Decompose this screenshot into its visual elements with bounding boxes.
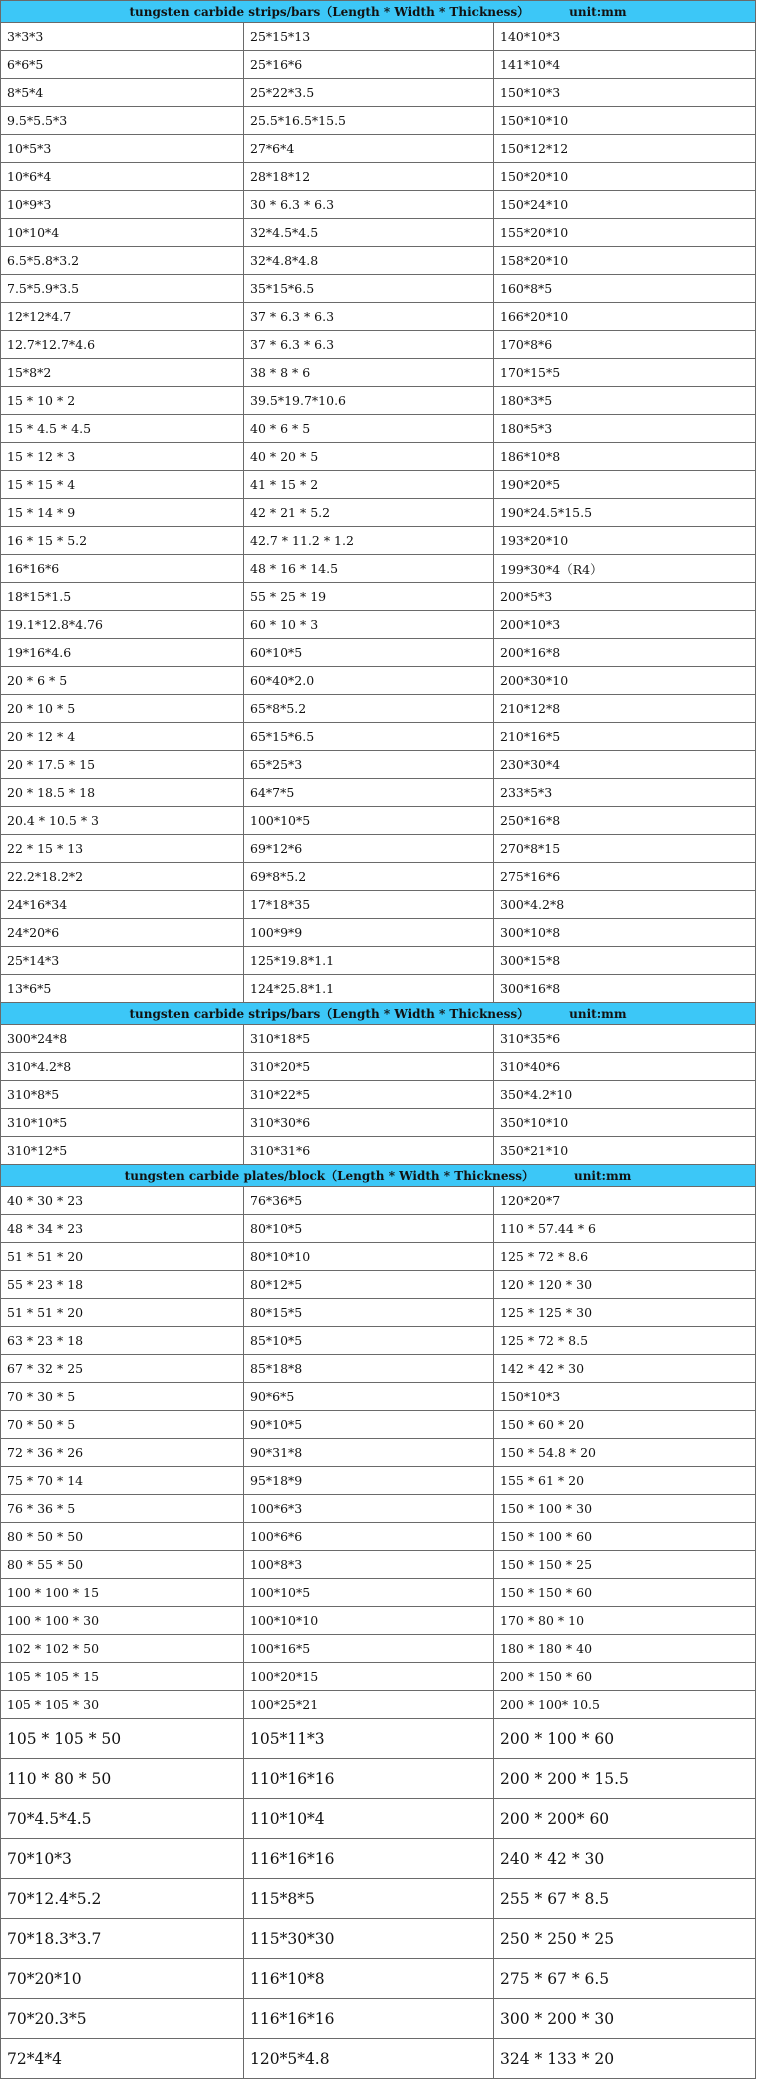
size-cell: 102 * 102 * 50 <box>1 1635 244 1663</box>
size-cell: 300 * 200 * 30 <box>494 1999 756 2039</box>
table-row <box>1 779 756 807</box>
size-cell: 110*10*4 <box>244 1799 494 1839</box>
size-cell: 90*10*5 <box>244 1411 494 1439</box>
table-row <box>1 303 756 331</box>
size-cell: 124*25.8*1.1 <box>244 975 494 1003</box>
table-row <box>1 555 756 583</box>
size-cell: 100*6*6 <box>244 1523 494 1551</box>
size-cell: 55 * 23 * 18 <box>1 1271 244 1299</box>
size-cell: 10*5*3 <box>1 135 244 163</box>
size-cell: 120 * 120 * 30 <box>494 1271 756 1299</box>
size-cell: 25.5*16.5*15.5 <box>244 107 494 135</box>
table-row <box>1 695 756 723</box>
size-cell: 40 * 6 * 5 <box>244 415 494 443</box>
size-cell: 275*16*6 <box>494 863 756 891</box>
size-cell: 180 * 180 * 40 <box>494 1635 756 1663</box>
table-row <box>1 135 756 163</box>
size-cell: 37 * 6.3 * 6.3 <box>244 331 494 359</box>
size-cell: 85*10*5 <box>244 1327 494 1355</box>
table-row <box>1 1439 756 1467</box>
size-cell: 210*16*5 <box>494 723 756 751</box>
size-cell: 72 * 36 * 26 <box>1 1439 244 1467</box>
size-cell: 105*11*3 <box>244 1719 494 1759</box>
size-cell: 80*10*5 <box>244 1215 494 1243</box>
table-row <box>1 891 756 919</box>
size-cell: 90*6*5 <box>244 1383 494 1411</box>
size-cell: 8*5*4 <box>1 79 244 107</box>
table-row <box>1 1799 756 1839</box>
size-cell: 80 * 50 * 50 <box>1 1523 244 1551</box>
table-row <box>1 1081 756 1109</box>
size-cell: 300*4.2*8 <box>494 891 756 919</box>
section-header <box>1 1165 756 1187</box>
size-cell: 200 * 100 * 60 <box>494 1719 756 1759</box>
section-title: tungsten carbide strips/bars（Length * Width * Thickness） <box>129 5 530 19</box>
size-cell: 60 * 10 * 3 <box>244 611 494 639</box>
size-cell: 100 * 100 * 30 <box>1 1607 244 1635</box>
size-cell: 100 * 100 * 15 <box>1 1579 244 1607</box>
size-cell: 310*31*6 <box>244 1137 494 1165</box>
size-cell: 125*19.8*1.1 <box>244 947 494 975</box>
size-cell: 310*8*5 <box>1 1081 244 1109</box>
size-cell: 20 * 6 * 5 <box>1 667 244 695</box>
size-cell: 42.7 * 11.2 * 1.2 <box>244 527 494 555</box>
table-row <box>1 51 756 79</box>
size-cell: 65*25*3 <box>244 751 494 779</box>
size-cell: 35*15*6.5 <box>244 275 494 303</box>
size-cell: 125 * 125 * 30 <box>494 1299 756 1327</box>
size-cell: 69*12*6 <box>244 835 494 863</box>
size-cell: 199*30*4（R4） <box>494 555 756 583</box>
section-title: tungsten carbide plates/block（Length * Width * Thickness） <box>124 1169 534 1183</box>
size-cell: 20.4 * 10.5 * 3 <box>1 807 244 835</box>
size-cell: 32*4.5*4.5 <box>244 219 494 247</box>
size-cell: 350*4.2*10 <box>494 1081 756 1109</box>
table-row <box>1 975 756 1003</box>
size-cell: 51 * 51 * 20 <box>1 1243 244 1271</box>
size-cell: 70 * 30 * 5 <box>1 1383 244 1411</box>
section-header-cell <box>1 1 756 23</box>
table-row <box>1 807 756 835</box>
size-cell: 85*18*8 <box>244 1355 494 1383</box>
table-row <box>1 723 756 751</box>
size-cell: 28*18*12 <box>244 163 494 191</box>
size-cell: 9.5*5.5*3 <box>1 107 244 135</box>
size-cell: 3*3*3 <box>1 23 244 51</box>
size-cell: 22 * 15 * 13 <box>1 835 244 863</box>
size-cell: 105 * 105 * 15 <box>1 1663 244 1691</box>
size-cell: 120*20*7 <box>494 1187 756 1215</box>
size-cell: 310*30*6 <box>244 1109 494 1137</box>
size-cell: 100*10*10 <box>244 1607 494 1635</box>
size-cell: 20 * 18.5 * 18 <box>1 779 244 807</box>
size-cell: 80*12*5 <box>244 1271 494 1299</box>
table-row <box>1 415 756 443</box>
size-cell: 22.2*18.2*2 <box>1 863 244 891</box>
size-cell: 100*8*3 <box>244 1551 494 1579</box>
size-cell: 37 * 6.3 * 6.3 <box>244 303 494 331</box>
size-cell: 100*6*3 <box>244 1495 494 1523</box>
size-cell: 100*20*15 <box>244 1663 494 1691</box>
table-row <box>1 79 756 107</box>
size-cell: 60*40*2.0 <box>244 667 494 695</box>
size-cell: 70 * 50 * 5 <box>1 1411 244 1439</box>
size-cell: 20 * 12 * 4 <box>1 723 244 751</box>
size-cell: 110 * 80 * 50 <box>1 1759 244 1799</box>
size-cell: 193*20*10 <box>494 527 756 555</box>
table-row <box>1 1523 756 1551</box>
size-cell: 67 * 32 * 25 <box>1 1355 244 1383</box>
size-cell: 180*5*3 <box>494 415 756 443</box>
size-cell: 250 * 250 * 25 <box>494 1919 756 1959</box>
size-cell: 200 * 200 * 15.5 <box>494 1759 756 1799</box>
size-cell: 190*24.5*15.5 <box>494 499 756 527</box>
size-cell: 310*40*6 <box>494 1053 756 1081</box>
size-cell: 70*20.3*5 <box>1 1999 244 2039</box>
table-row <box>1 751 756 779</box>
size-cell: 270*8*15 <box>494 835 756 863</box>
table-row <box>1 2039 756 2079</box>
size-cell: 95*18*9 <box>244 1467 494 1495</box>
size-cell: 42 * 21 * 5.2 <box>244 499 494 527</box>
size-cell: 75 * 70 * 14 <box>1 1467 244 1495</box>
table-row <box>1 1959 756 1999</box>
table-row <box>1 863 756 891</box>
size-cell: 150 * 150 * 60 <box>494 1579 756 1607</box>
size-cell: 16 * 15 * 5.2 <box>1 527 244 555</box>
size-cell: 20 * 17.5 * 15 <box>1 751 244 779</box>
section-header-cell <box>1 1003 756 1025</box>
table-row <box>1 1383 756 1411</box>
size-cell: 55 * 25 * 19 <box>244 583 494 611</box>
size-cell: 15 * 15 * 4 <box>1 471 244 499</box>
table-row <box>1 1411 756 1439</box>
size-cell: 324 * 133 * 20 <box>494 2039 756 2079</box>
size-cell: 150 * 60 * 20 <box>494 1411 756 1439</box>
section-unit: unit:mm <box>569 5 627 19</box>
size-cell: 48 * 16 * 14.5 <box>244 555 494 583</box>
size-cell: 6*6*5 <box>1 51 244 79</box>
size-cell: 310*10*5 <box>1 1109 244 1137</box>
size-cell: 150 * 100 * 30 <box>494 1495 756 1523</box>
size-cell: 15 * 4.5 * 4.5 <box>1 415 244 443</box>
size-cell: 233*5*3 <box>494 779 756 807</box>
table-row <box>1 835 756 863</box>
size-cell: 255 * 67 * 8.5 <box>494 1879 756 1919</box>
size-cell: 210*12*8 <box>494 695 756 723</box>
size-cell: 80*15*5 <box>244 1299 494 1327</box>
table-row <box>1 1355 756 1383</box>
size-cell: 310*22*5 <box>244 1081 494 1109</box>
size-cell: 310*4.2*8 <box>1 1053 244 1081</box>
size-cell: 76 * 36 * 5 <box>1 1495 244 1523</box>
size-cell: 186*10*8 <box>494 443 756 471</box>
size-cell: 310*12*5 <box>1 1137 244 1165</box>
size-cell: 15*8*2 <box>1 359 244 387</box>
size-cell: 150 * 54.8 * 20 <box>494 1439 756 1467</box>
size-cell: 10*6*4 <box>1 163 244 191</box>
size-cell: 116*10*8 <box>244 1959 494 1999</box>
table-row <box>1 1879 756 1919</box>
size-cell: 51 * 51 * 20 <box>1 1299 244 1327</box>
table-row <box>1 667 756 695</box>
table-row <box>1 1215 756 1243</box>
size-cell: 150*10*10 <box>494 107 756 135</box>
size-cell: 70*10*3 <box>1 1839 244 1879</box>
section-header <box>1 1 756 23</box>
size-cell: 116*16*16 <box>244 1999 494 2039</box>
table-row <box>1 219 756 247</box>
size-cell: 150*20*10 <box>494 163 756 191</box>
size-cell: 65*8*5.2 <box>244 695 494 723</box>
size-cell: 100*25*21 <box>244 1691 494 1719</box>
table-row <box>1 1243 756 1271</box>
size-cell: 275 * 67 * 6.5 <box>494 1959 756 1999</box>
table-row <box>1 1663 756 1691</box>
table-row <box>1 443 756 471</box>
size-cell: 155 * 61 * 20 <box>494 1467 756 1495</box>
table-row <box>1 919 756 947</box>
size-cell: 39.5*19.7*10.6 <box>244 387 494 415</box>
size-cell: 80 * 55 * 50 <box>1 1551 244 1579</box>
size-cell: 100*9*9 <box>244 919 494 947</box>
table-row <box>1 163 756 191</box>
size-cell: 63 * 23 * 18 <box>1 1327 244 1355</box>
size-cell: 24*16*34 <box>1 891 244 919</box>
table-row <box>1 247 756 275</box>
size-cell: 300*16*8 <box>494 975 756 1003</box>
size-cell: 166*20*10 <box>494 303 756 331</box>
size-cell: 310*35*6 <box>494 1025 756 1053</box>
size-cell: 10*10*4 <box>1 219 244 247</box>
size-cell: 310*20*5 <box>244 1053 494 1081</box>
size-cell: 350*10*10 <box>494 1109 756 1137</box>
size-cell: 30 * 6.3 * 6.3 <box>244 191 494 219</box>
size-cell: 158*20*10 <box>494 247 756 275</box>
size-cell: 25*22*3.5 <box>244 79 494 107</box>
table-row <box>1 1607 756 1635</box>
size-cell: 60*10*5 <box>244 639 494 667</box>
size-cell: 70*20*10 <box>1 1959 244 1999</box>
size-cell: 142 * 42 * 30 <box>494 1355 756 1383</box>
table-row <box>1 331 756 359</box>
size-cell: 155*20*10 <box>494 219 756 247</box>
size-cell: 25*15*13 <box>244 23 494 51</box>
table-row <box>1 191 756 219</box>
size-cell: 69*8*5.2 <box>244 863 494 891</box>
table-row <box>1 527 756 555</box>
size-cell: 200*30*10 <box>494 667 756 695</box>
size-cell: 15 * 10 * 2 <box>1 387 244 415</box>
table-row <box>1 275 756 303</box>
table-row <box>1 1137 756 1165</box>
size-cell: 65*15*6.5 <box>244 723 494 751</box>
size-cell: 115*30*30 <box>244 1919 494 1959</box>
size-cell: 150 * 150 * 25 <box>494 1551 756 1579</box>
size-cell: 200*5*3 <box>494 583 756 611</box>
table-row <box>1 1919 756 1959</box>
table-row <box>1 1187 756 1215</box>
size-cell: 24*20*6 <box>1 919 244 947</box>
table-row <box>1 1109 756 1137</box>
section-header <box>1 1003 756 1025</box>
size-cell: 20 * 10 * 5 <box>1 695 244 723</box>
size-cell: 310*18*5 <box>244 1025 494 1053</box>
size-cell: 41 * 15 * 2 <box>244 471 494 499</box>
size-cell: 240 * 42 * 30 <box>494 1839 756 1879</box>
size-cell: 40 * 20 * 5 <box>244 443 494 471</box>
size-cell: 150*12*12 <box>494 135 756 163</box>
size-cell: 115*8*5 <box>244 1879 494 1919</box>
size-cell: 10*9*3 <box>1 191 244 219</box>
table-row <box>1 611 756 639</box>
size-cell: 100*10*5 <box>244 807 494 835</box>
size-cell: 70*4.5*4.5 <box>1 1799 244 1839</box>
size-cell: 110 * 57.44 * 6 <box>494 1215 756 1243</box>
table-row <box>1 1719 756 1759</box>
size-cell: 160*8*5 <box>494 275 756 303</box>
size-cell: 180*3*5 <box>494 387 756 415</box>
size-cell: 110*16*16 <box>244 1759 494 1799</box>
size-cell: 141*10*4 <box>494 51 756 79</box>
table-row <box>1 639 756 667</box>
table-row <box>1 1635 756 1663</box>
table-row <box>1 499 756 527</box>
size-cell: 32*4.8*4.8 <box>244 247 494 275</box>
size-cell: 100*16*5 <box>244 1635 494 1663</box>
size-cell: 140*10*3 <box>494 23 756 51</box>
size-cell: 230*30*4 <box>494 751 756 779</box>
section-unit: unit:mm <box>569 1007 627 1021</box>
size-cell: 38 * 8 * 6 <box>244 359 494 387</box>
table-row <box>1 1271 756 1299</box>
size-cell: 150*10*3 <box>494 1383 756 1411</box>
size-cell: 200 * 150 * 60 <box>494 1663 756 1691</box>
size-cell: 76*36*5 <box>244 1187 494 1215</box>
table-row <box>1 1299 756 1327</box>
size-cell: 250*16*8 <box>494 807 756 835</box>
size-cell: 105 * 105 * 30 <box>1 1691 244 1719</box>
size-cell: 15 * 12 * 3 <box>1 443 244 471</box>
table-row <box>1 1025 756 1053</box>
size-cell: 25*14*3 <box>1 947 244 975</box>
size-cell: 105 * 105 * 50 <box>1 1719 244 1759</box>
table-row <box>1 583 756 611</box>
size-cell: 170*8*6 <box>494 331 756 359</box>
size-cell: 6.5*5.8*3.2 <box>1 247 244 275</box>
size-cell: 120*5*4.8 <box>244 2039 494 2079</box>
size-cell: 200*10*3 <box>494 611 756 639</box>
size-cell: 150*24*10 <box>494 191 756 219</box>
table-row <box>1 1839 756 1879</box>
section-title: tungsten carbide strips/bars（Length * Width * Thickness） <box>129 1007 530 1021</box>
table-row <box>1 359 756 387</box>
size-cell: 16*16*6 <box>1 555 244 583</box>
size-cell: 190*20*5 <box>494 471 756 499</box>
size-cell: 7.5*5.9*3.5 <box>1 275 244 303</box>
size-cell: 15 * 14 * 9 <box>1 499 244 527</box>
size-cell: 17*18*35 <box>244 891 494 919</box>
size-cell: 19*16*4.6 <box>1 639 244 667</box>
size-cell: 18*15*1.5 <box>1 583 244 611</box>
size-cell: 150*10*3 <box>494 79 756 107</box>
size-cell: 125 * 72 * 8.5 <box>494 1327 756 1355</box>
size-cell: 19.1*12.8*4.76 <box>1 611 244 639</box>
section-header-cell <box>1 1165 756 1187</box>
size-cell: 12.7*12.7*4.6 <box>1 331 244 359</box>
table-row <box>1 1579 756 1607</box>
size-cell: 350*21*10 <box>494 1137 756 1165</box>
table-row <box>1 1495 756 1523</box>
size-cell: 125 * 72 * 8.6 <box>494 1243 756 1271</box>
size-cell: 150 * 100 * 60 <box>494 1523 756 1551</box>
size-cell: 90*31*8 <box>244 1439 494 1467</box>
size-cell: 200 * 200* 60 <box>494 1799 756 1839</box>
table-row <box>1 471 756 499</box>
table-row <box>1 1759 756 1799</box>
size-cell: 116*16*16 <box>244 1839 494 1879</box>
size-cell: 27*6*4 <box>244 135 494 163</box>
table-row <box>1 1691 756 1719</box>
size-cell: 13*6*5 <box>1 975 244 1003</box>
size-cell: 12*12*4.7 <box>1 303 244 331</box>
size-cell: 200 * 100* 10.5 <box>494 1691 756 1719</box>
table-row <box>1 107 756 135</box>
size-cell: 48 * 34 * 23 <box>1 1215 244 1243</box>
section-unit: unit:mm <box>573 1169 632 1183</box>
table-row <box>1 1053 756 1081</box>
table-row <box>1 23 756 51</box>
size-cell: 300*15*8 <box>494 947 756 975</box>
size-cell: 80*10*10 <box>244 1243 494 1271</box>
table-row <box>1 947 756 975</box>
table-row <box>1 1551 756 1579</box>
size-cell: 100*10*5 <box>244 1579 494 1607</box>
size-cell: 200*16*8 <box>494 639 756 667</box>
table-row <box>1 1327 756 1355</box>
size-cell: 170 * 80 * 10 <box>494 1607 756 1635</box>
size-cell: 70*18.3*3.7 <box>1 1919 244 1959</box>
size-cell: 300*24*8 <box>1 1025 244 1053</box>
size-cell: 70*12.4*5.2 <box>1 1879 244 1919</box>
size-cell: 72*4*4 <box>1 2039 244 2079</box>
table-row <box>1 387 756 415</box>
size-cell: 170*15*5 <box>494 359 756 387</box>
size-cell: 40 * 30 * 23 <box>1 1187 244 1215</box>
size-cell: 300*10*8 <box>494 919 756 947</box>
size-cell: 25*16*6 <box>244 51 494 79</box>
table-row <box>1 1467 756 1495</box>
size-cell: 64*7*5 <box>244 779 494 807</box>
